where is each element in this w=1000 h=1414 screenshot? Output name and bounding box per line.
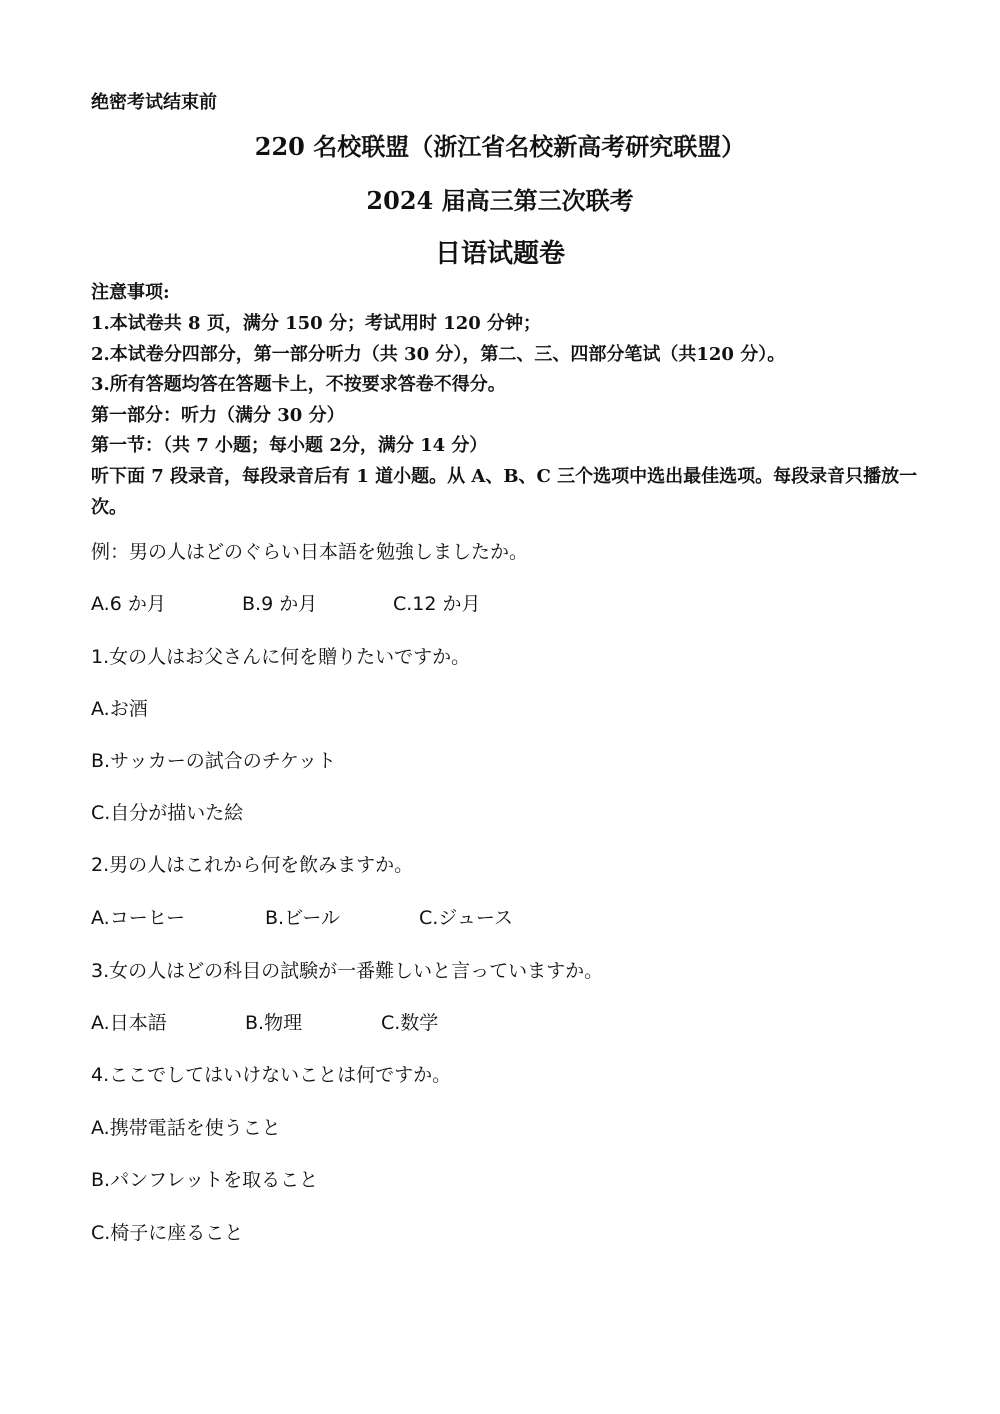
example-option-b: B.9 か月	[242, 593, 318, 615]
question-2-option-b: B.ビール	[265, 907, 340, 929]
question-4-option-c: C.椅子に座ること	[91, 1222, 244, 1244]
exam-subtitle: 2024 届高三第三次联考	[366, 186, 634, 215]
question-4-option-b: B.パンフレットを取ること	[91, 1169, 319, 1191]
question-1-option-a: A.お酒	[91, 698, 148, 720]
question-4: 4.ここでしてはいけないことは何ですか。	[91, 1064, 452, 1086]
listening-instruction: 听下面 7 段录音，每段录音后有 1 道小题。从 A、B、C 三个选项中选出最佳选项。每段录音只播放一次。	[91, 466, 918, 518]
notice-item-3: 3.所有答题均答在答题卡上，不按要求答卷不得分。	[91, 374, 506, 395]
notice-item-1: 1.本试卷共 8 页，满分 150 分；考试用时 120 分钟；	[91, 313, 542, 334]
question-3-option-b: B.物理	[245, 1012, 303, 1034]
example-option-c: C.12 か月	[393, 593, 481, 615]
notice-heading: 注意事项:	[91, 282, 170, 303]
part1-heading: 第一部分：听力（满分 30 分）	[91, 405, 345, 426]
question-2-option-a: A.コーヒー	[91, 907, 185, 929]
question-2: 2.男の人はこれから何を飲みますか。	[91, 854, 414, 876]
question-1-option-c: C.自分が描いた絵	[91, 802, 244, 824]
question-2-option-c: C.ジュース	[419, 907, 513, 929]
notice-item-2: 2.本试卷分四部分，第一部分听力（共 30 分），第二、三、四部分笔试（共120 分）。	[91, 344, 786, 365]
question-3: 3.女の人はどの科目の試験が一番難しいと言っていますか。	[91, 960, 604, 982]
paper-name: 日语试题卷	[434, 239, 565, 269]
page-title: 220 名校联盟（浙江省名校新高考研究联盟）	[254, 132, 746, 161]
question-1-option-b: B.サッカーの試合のチケット	[91, 750, 336, 772]
question-3-option-a: A.日本語	[91, 1012, 167, 1034]
question-3-option-c: C.数学	[381, 1012, 439, 1034]
example-option-a: A.6 か月	[91, 593, 166, 615]
confidential-label: 绝密考试结束前	[91, 92, 217, 113]
section1-heading: 第一节：（共 7 小题；每小题 2分，满分 14 分）	[91, 435, 488, 456]
example-question: 例：男の人はどのぐらい日本語を勉強しましたか。	[91, 541, 529, 563]
question-1: 1.女の人はお父さんに何を贈りたいですか。	[91, 646, 471, 668]
question-4-option-a: A.携帯電話を使うこと	[91, 1117, 281, 1139]
